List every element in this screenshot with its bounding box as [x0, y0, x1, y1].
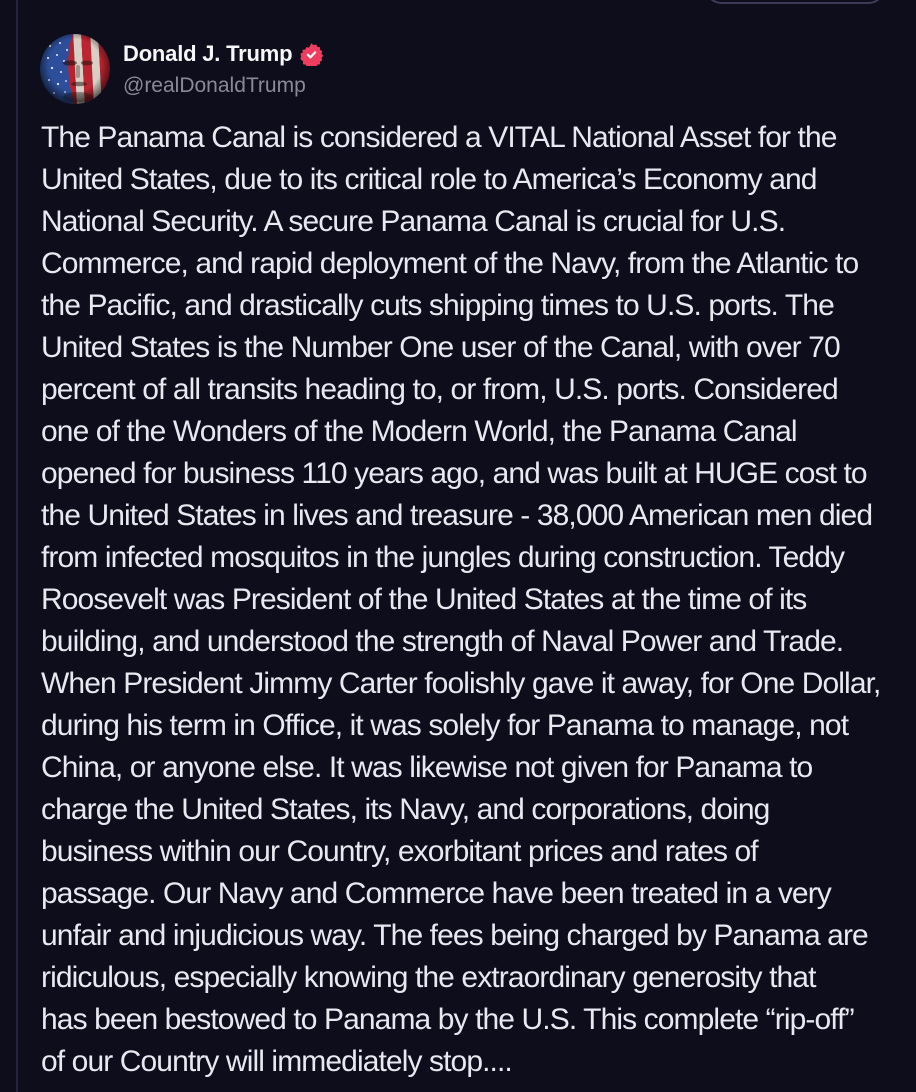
post-body-line: ridiculous, especially knowing the extraordinary generosity that	[41, 961, 816, 994]
trump-american-flag-face-avatar-image	[40, 34, 110, 104]
post-body-line: United States, due to its critical role to America’s Economy and	[41, 163, 817, 196]
author-display-name[interactable]: Donald J. Trump	[123, 41, 293, 66]
post-body-line: building, and understood the strength of Naval Power and Trade.	[41, 625, 844, 658]
post-body-line: charge the United States, its Navy, and corporations, doing	[41, 793, 770, 826]
post-body-line: one of the Wonders of the Modern World, the Panama Canal	[41, 415, 797, 448]
post-body-line: The Panama Canal is considered a VITAL National Asset for the	[41, 121, 837, 154]
post-body-line: the Pacific, and drastically cuts shipping times to U.S. ports. The	[41, 289, 834, 322]
post-body-line: of our Country will immediately stop....	[41, 1045, 512, 1078]
post-header	[40, 34, 323, 104]
left-divider	[16, 0, 18, 1092]
avatar[interactable]	[40, 34, 110, 104]
post-body-line: during his term in Office, it was solely for Panama to manage, not	[41, 709, 849, 742]
post-body-line: percent of all transits heading to, or from, U.S. ports. Considered	[41, 373, 838, 406]
post-body-line: United States is the Number One user of the Canal, with over 70	[41, 331, 840, 364]
author-meta	[123, 34, 323, 98]
post-body-line: When President Jimmy Carter foolishly gave it away, for One Dollar,	[41, 667, 881, 700]
post-body-line: passage. Our Navy and Commerce have been treated in a very	[41, 877, 831, 910]
author-name-row	[123, 41, 323, 67]
partial-pill-button[interactable]	[704, 0, 886, 4]
author-handle[interactable]: @realDonaldTrump	[123, 74, 306, 97]
post-body-line: China, or anyone else. It was likewise not given for Panama to	[41, 751, 813, 784]
post-body-line: business within our Country, exorbitant prices and rates of	[41, 835, 758, 868]
post-body-line: has been bestowed to Panama by the U.S. This complete “rip-off”	[41, 1003, 854, 1036]
post-body-line: unfair and injudicious way. The fees being charged by Panama are	[41, 919, 868, 952]
post-body-line: from infected mosquitos in the jungles during construction. Teddy	[41, 541, 845, 574]
post-body-line: opened for business 110 years ago, and was built at HUGE cost to	[41, 457, 867, 490]
post-body-line: Roosevelt was President of the United States at the time of its	[41, 583, 807, 616]
verified-badge-icon	[300, 43, 323, 66]
post-body-line: National Security. A secure Panama Canal is crucial for U.S.	[41, 205, 786, 238]
post-body-text	[41, 117, 916, 1083]
post-body-line: the United States in lives and treasure - 38,000 American men died	[41, 499, 873, 532]
post-body-line: Commerce, and rapid deployment of the Navy, from the Atlantic to	[41, 247, 859, 280]
